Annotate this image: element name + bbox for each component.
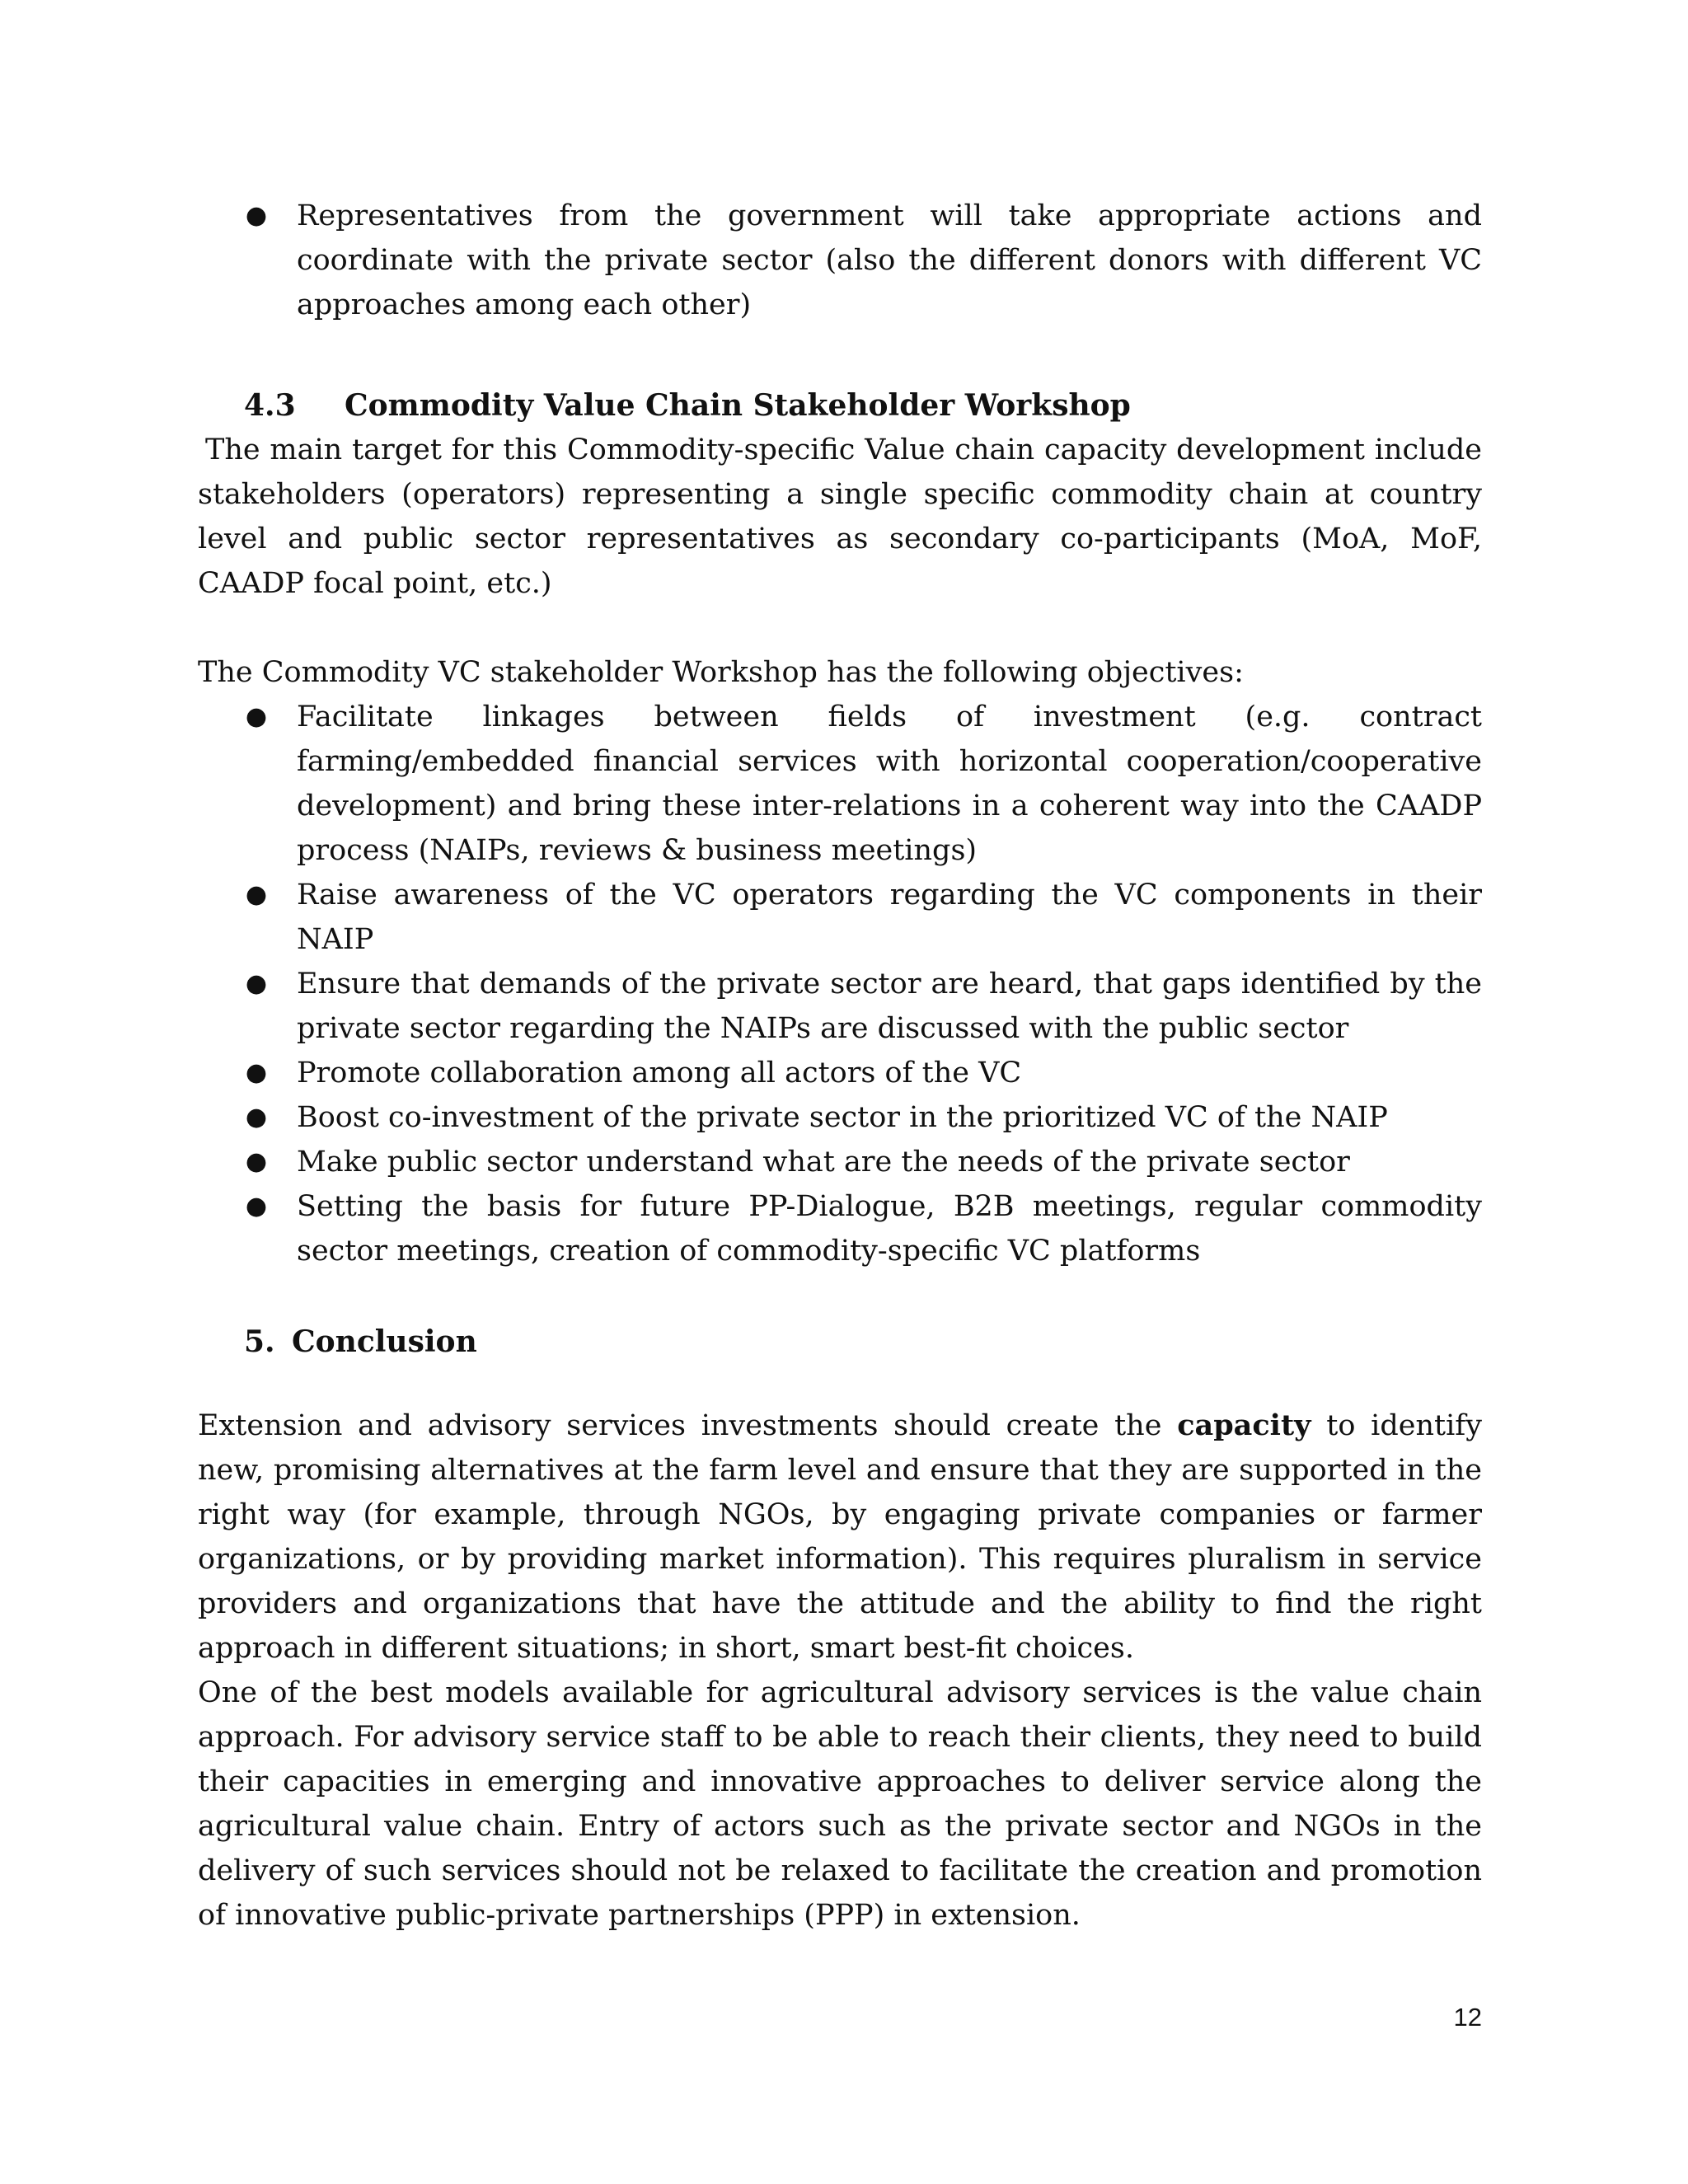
top-bullet-list bbox=[198, 194, 1482, 327]
section-title: Commodity Value Chain Stakeholder Workshop bbox=[345, 388, 1131, 423]
bullet-text: Make public sector understand what are the needs of the private sector bbox=[297, 1146, 1350, 1179]
section-heading-5 bbox=[198, 1319, 1482, 1364]
section-4-3-intro: The main target for this Commodity-specific Value chain capacity development include stakeholders (operators) representing a single specific commodity chain at country level and public sector representatives as secondary co-participants (MoA, MoF, CAADP focal point, etc.) bbox=[198, 434, 1482, 600]
conclusion-text-before: Extension and advisory services investments should create the bbox=[198, 1409, 1178, 1442]
list-item bbox=[198, 194, 1482, 327]
bullet-icon: ● bbox=[245, 880, 268, 909]
conclusion-paragraph-2: One of the best models available for agricultural advisory services is the value chain approach. For advisory service staff to be able to reach their clients, they need to build their capacities in emerging and innovative approaches to deliver service along the agricultural value chain. Entry of actors such as the private sector and NGOs in the delivery of such services should not be relaxed to facilitate the creation and promotion of innovative public-private partnerships (PPP) in extension. bbox=[198, 1676, 1482, 1932]
bullet-text: Ensure that demands of the private sector are heard, that gaps identified by the private sector regarding the NAIPs are discussed with the public sector bbox=[297, 968, 1482, 1045]
section-heading-4-3 bbox=[198, 383, 1482, 428]
list-item bbox=[198, 1095, 1482, 1140]
emphasis-capacity: capacity bbox=[1177, 1408, 1311, 1442]
bullet-text: Boost co-investment of the private sector in the prioritized VC of the NAIP bbox=[297, 1101, 1388, 1134]
conclusion-text-after: to identify new, promising alternatives at the farm level and ensure that they are supported in the right way (for example, through NGOs, by engaging private companies or farmer organizations, or by providing market information). This requires pluralism in service providers and organizations that have the attitude and the ability to find the right approach in different situations; in short, smart best-fit choices. bbox=[198, 1409, 1482, 1665]
bullet-text: Raise awareness of the VC operators regarding the VC components in their NAIP bbox=[297, 879, 1482, 956]
page-number: 12 bbox=[1453, 2003, 1482, 2032]
section-title: Conclusion bbox=[292, 1324, 477, 1359]
list-item bbox=[198, 1184, 1482, 1273]
list-item bbox=[198, 962, 1482, 1051]
bullet-icon: ● bbox=[245, 702, 268, 731]
bullet-text: Promote collaboration among all actors of the VC bbox=[297, 1057, 1022, 1090]
list-item bbox=[198, 873, 1482, 962]
bullet-icon: ● bbox=[245, 1058, 268, 1087]
page-content bbox=[198, 194, 1482, 1938]
objectives-list bbox=[198, 695, 1482, 1273]
list-item bbox=[198, 1051, 1482, 1095]
bullet-text: Representatives from the government will take appropriate actions and coordinate with the private sector (also the different donors with different VC approaches among each other) bbox=[297, 199, 1482, 321]
bullet-icon: ● bbox=[245, 201, 268, 230]
bullet-icon: ● bbox=[245, 1147, 268, 1176]
bullet-text: Setting the basis for future PP-Dialogue, B2B meetings, regular commodity sector meetings, creation of commodity-specific VC platforms bbox=[297, 1190, 1482, 1268]
bullet-text: Facilitate linkages between fields of investment (e.g. contract farming/embedded financial services with horizontal cooperation/cooperative development) and bring these inter-relations in a coherent way into the CAADP process (NAIPs, reviews & business meetings) bbox=[297, 701, 1482, 867]
section-number: 5. bbox=[244, 1324, 275, 1359]
bullet-icon: ● bbox=[245, 969, 268, 998]
section-number: 4.3 bbox=[244, 388, 296, 423]
bullet-icon: ● bbox=[245, 1192, 268, 1221]
objectives-lead: The Commodity VC stakeholder Workshop has the following objectives: bbox=[198, 656, 1244, 689]
list-item bbox=[198, 695, 1482, 873]
conclusion-paragraph-1 bbox=[198, 1404, 1482, 1671]
list-item bbox=[198, 1140, 1482, 1184]
bullet-icon: ● bbox=[245, 1103, 268, 1132]
